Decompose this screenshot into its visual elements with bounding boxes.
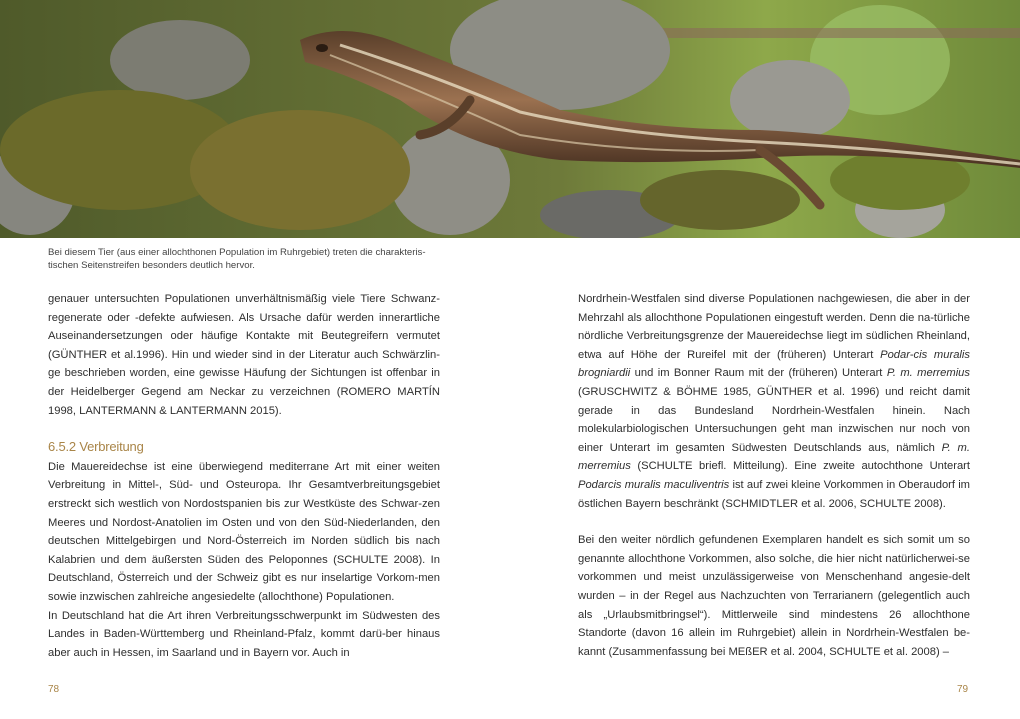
lizard-photo — [0, 0, 1020, 238]
right-paragraph-2: Bei den weiter nördlich gefundenen Exemplaren handelt es sich somit um so genannte allochthone Vorkommen, also solche, die hier nicht natürlicherwei-se vorkommen und meist unzulässigerweise von Menschenhand angesie-delt wurden – in der Regel aus Nachzuchten von Terrarianern (gelegentlich auch als „Urlaubsmitbringsel“). Mittlerweile sind mindestens 26 allochthone Standorte (davon 16 allein im Ruhrgebiet) allein in Nordrhein-Westfalen be-kannt (Zusammenfassung bei MEßER et al. 2004, SCHULTE et al. 2008) – — [578, 534, 970, 658]
right-column — [578, 290, 970, 661]
right-paragraph-1: Nordrhein-Westfalen sind diverse Populationen nachgewiesen, die aber in der Mehrzahl als allochthone Populationen eingestuft werden. Denn die na-türliche nördliche Verbreitungsgrenze der Mauereidechse liegt im südlichen Rheinland, etwa auf Höhe der Rureifel mit der (früheren) Unterart Podar-cis muralis brogniardii und im Bonner Raum mit der (früheren) Unterart P. m. merremius (GRUSCHWITZ & BÖHME 1985, GÜNTHER et al. 1996) und reicht damit gerade in das Bundesland Nordrhein-Westfalen hinein. Nach molekularbiologischen Untersuchungen geht man inzwischen nur noch von einer Unterart im gesamten Südwesten Deutschlands aus, nämlich P. m. merremius (SCHULTE briefl. Mitteilung). Eine zweite autochthone Unterart Podarcis muralis maculiventris ist auf zwei kleine Vorkommen in Oberaudorf im östlichen Bayern beschränkt (SCHMIDTLER et al. 2006, SCHULTE 2008). — [578, 293, 971, 510]
taxon-name: Podarcis muralis maculiventris — [578, 478, 730, 491]
taxon-name: Podar-cis muralis brogniardii — [578, 348, 970, 380]
left-paragraph-1: genauer untersuchten Populationen unverhältnismäßig viele Tiere Schwanz-regenerate oder -defekte aufwiesen. Als Ursache dafür werden innerartliche Auseinandersetzungen oder häufige Kontakte mit Beutegreifern vermutet (GÜNTHER et al.1996). Hin und wieder sind in der Literatur auch Schwärzlin-ge beschrieben worden, eine gewisse Häufung der Sichtungen ist offenbar in der Heidelberger Gegend am Neckar zu verzeichnen (ROMERO MARTÍN 1998, LANTERMANN & LANTERMANN 2015). — [48, 293, 440, 417]
lizard-illustration — [0, 0, 1020, 238]
page-number-left: 78 — [48, 684, 60, 695]
taxon-name: P. m. merremius — [886, 367, 970, 380]
photo-caption: Bei diesem Tier (aus einer allochthonen Population im Ruhrgebiet) treten die charakteris-tischen Seitenstreifen besonders deutlich hervor. — [48, 247, 426, 271]
section-heading: 6.5.2 Verbreitung — [48, 439, 144, 455]
left-paragraph-2: Die Mauereidechse ist eine überwiegend mediterrane Art mit einer weiten Verbreitung in Mittel-, Süd- und Osteuropa. Ihr Gesamtverbreitungsgebiet erstreckt sich westlich von Nordostspanien bis zur Westküste des Schwar-zen Meeres und Nordost-Anatolien im Osten und von den Süd-Niederlanden, den deutschen Mittelgebirgen und Nord-Österreich im Norden südlich bis nach Kalabrien und dem äußersten Süden des Peloponnes (SCHULTE 2008). In Deutschland, Österreich und der Schweiz gibt es nur inselartige Vorkom-men sowie inzwischen zahlreiche angesiedelte (allochthone) Populationen. — [48, 460, 440, 603]
left-column — [48, 290, 440, 662]
left-paragraph-3: In Deutschland hat die Art ihren Verbreitungsschwerpunkt im Südwesten des Landes in Baden-Württemberg und Rheinland-Pfalz, kommt darü-ber hinaus aber auch in Hessen, im Saarland und in Bayern vor. Auch in — [48, 609, 440, 659]
page-number-right: 79 — [957, 684, 969, 695]
taxon-name: P. m. merremius — [578, 441, 970, 473]
